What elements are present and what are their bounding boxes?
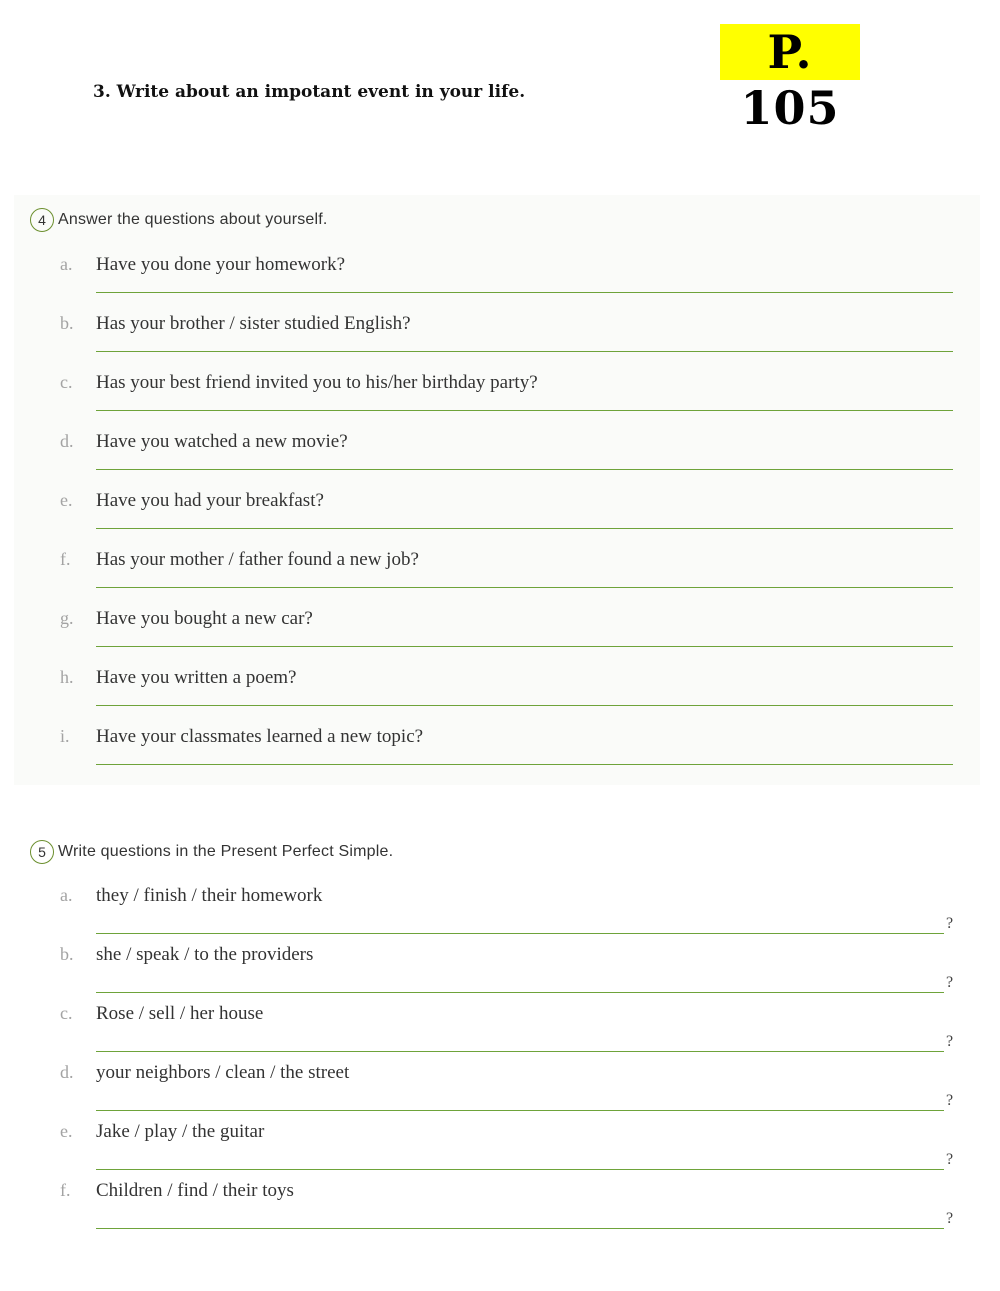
exercise-4-item: [60, 608, 955, 664]
answer-line[interactable]: [96, 764, 953, 765]
item-letter: d.: [60, 1062, 74, 1082]
item-prompt: Children / find / their toys: [96, 1180, 294, 1201]
answer-line[interactable]: [96, 292, 953, 293]
answer-line[interactable]: [96, 992, 944, 993]
answer-line[interactable]: [96, 528, 953, 529]
exercise-4-item: [60, 254, 955, 310]
item-question: Have you done your homework?: [96, 254, 346, 275]
answer-line[interactable]: [96, 351, 953, 352]
item-letter: e.: [60, 490, 73, 510]
item-letter: h.: [60, 667, 74, 687]
item-question: Have you bought a new car?: [96, 608, 313, 629]
item-letter: b.: [60, 313, 74, 333]
exercise-4-header: [30, 208, 328, 232]
exercise-4-item: [60, 667, 955, 723]
question-mark: ?: [946, 1033, 954, 1050]
exercise-4-item: [60, 431, 955, 487]
answer-line[interactable]: [96, 410, 953, 411]
page-number-badge: P. 105: [720, 24, 860, 80]
task3-prompt: 3. Write about an impotant event in your life.: [93, 82, 526, 102]
item-letter: d.: [60, 431, 74, 451]
exercise-5-item: [60, 1062, 955, 1118]
answer-line[interactable]: [96, 1169, 944, 1170]
exercise-4-item: [60, 372, 955, 428]
answer-line[interactable]: [96, 587, 953, 588]
question-mark: ?: [946, 1151, 954, 1168]
question-mark: ?: [946, 974, 954, 991]
exercise-4-number: 4: [30, 208, 54, 232]
item-letter: g.: [60, 608, 74, 628]
answer-line[interactable]: [96, 1110, 944, 1111]
exercise-4-item: [60, 549, 955, 605]
exercise-4-item: [60, 313, 955, 369]
answer-line[interactable]: [96, 1051, 944, 1052]
item-letter: c.: [60, 372, 73, 392]
item-letter: f.: [60, 549, 71, 569]
answer-line[interactable]: [96, 469, 953, 470]
question-mark: ?: [946, 1210, 954, 1227]
item-letter: f.: [60, 1180, 71, 1200]
question-mark: ?: [946, 1092, 954, 1109]
item-question: Have you had your breakfast?: [96, 490, 324, 511]
item-question: Have you watched a new movie?: [96, 431, 348, 452]
item-question: Has your best friend invited you to his/her birthday party?: [96, 372, 538, 393]
exercise-4-item: [60, 490, 955, 546]
item-letter: e.: [60, 1121, 73, 1141]
item-letter: a.: [60, 254, 73, 274]
exercise-5-title: Write questions in the Present Perfect Simple.: [58, 843, 394, 860]
item-question: Has your mother / father found a new job?: [96, 549, 419, 570]
exercise-5-item: [60, 1121, 955, 1177]
item-letter: c.: [60, 1003, 73, 1023]
item-prompt: your neighbors / clean / the street: [96, 1062, 350, 1083]
exercise-4-item: [60, 726, 955, 782]
item-question: Have you written a poem?: [96, 667, 297, 688]
answer-line[interactable]: [96, 1228, 944, 1229]
item-question: Has your brother / sister studied English?: [96, 313, 411, 334]
exercise-5-header: [30, 840, 393, 864]
exercise-5-number: 5: [30, 840, 54, 864]
question-mark: ?: [946, 915, 954, 932]
item-prompt: Jake / play / the guitar: [96, 1121, 265, 1142]
item-prompt: they / finish / their homework: [96, 885, 323, 906]
item-letter: b.: [60, 944, 74, 964]
item-question: Have your classmates learned a new topic?: [96, 726, 424, 747]
item-letter: i.: [60, 726, 70, 746]
item-prompt: Rose / sell / her house: [96, 1003, 264, 1024]
answer-line[interactable]: [96, 933, 944, 934]
exercise-5-item: [60, 944, 955, 1000]
exercise-5-item: [60, 1180, 955, 1236]
answer-line[interactable]: [96, 705, 953, 706]
item-letter: a.: [60, 885, 73, 905]
exercise-5-item: [60, 885, 955, 941]
exercise-5-item: [60, 1003, 955, 1059]
exercise-4-title: Answer the questions about yourself.: [58, 211, 328, 228]
answer-line[interactable]: [96, 646, 953, 647]
item-prompt: she / speak / to the providers: [96, 944, 314, 965]
